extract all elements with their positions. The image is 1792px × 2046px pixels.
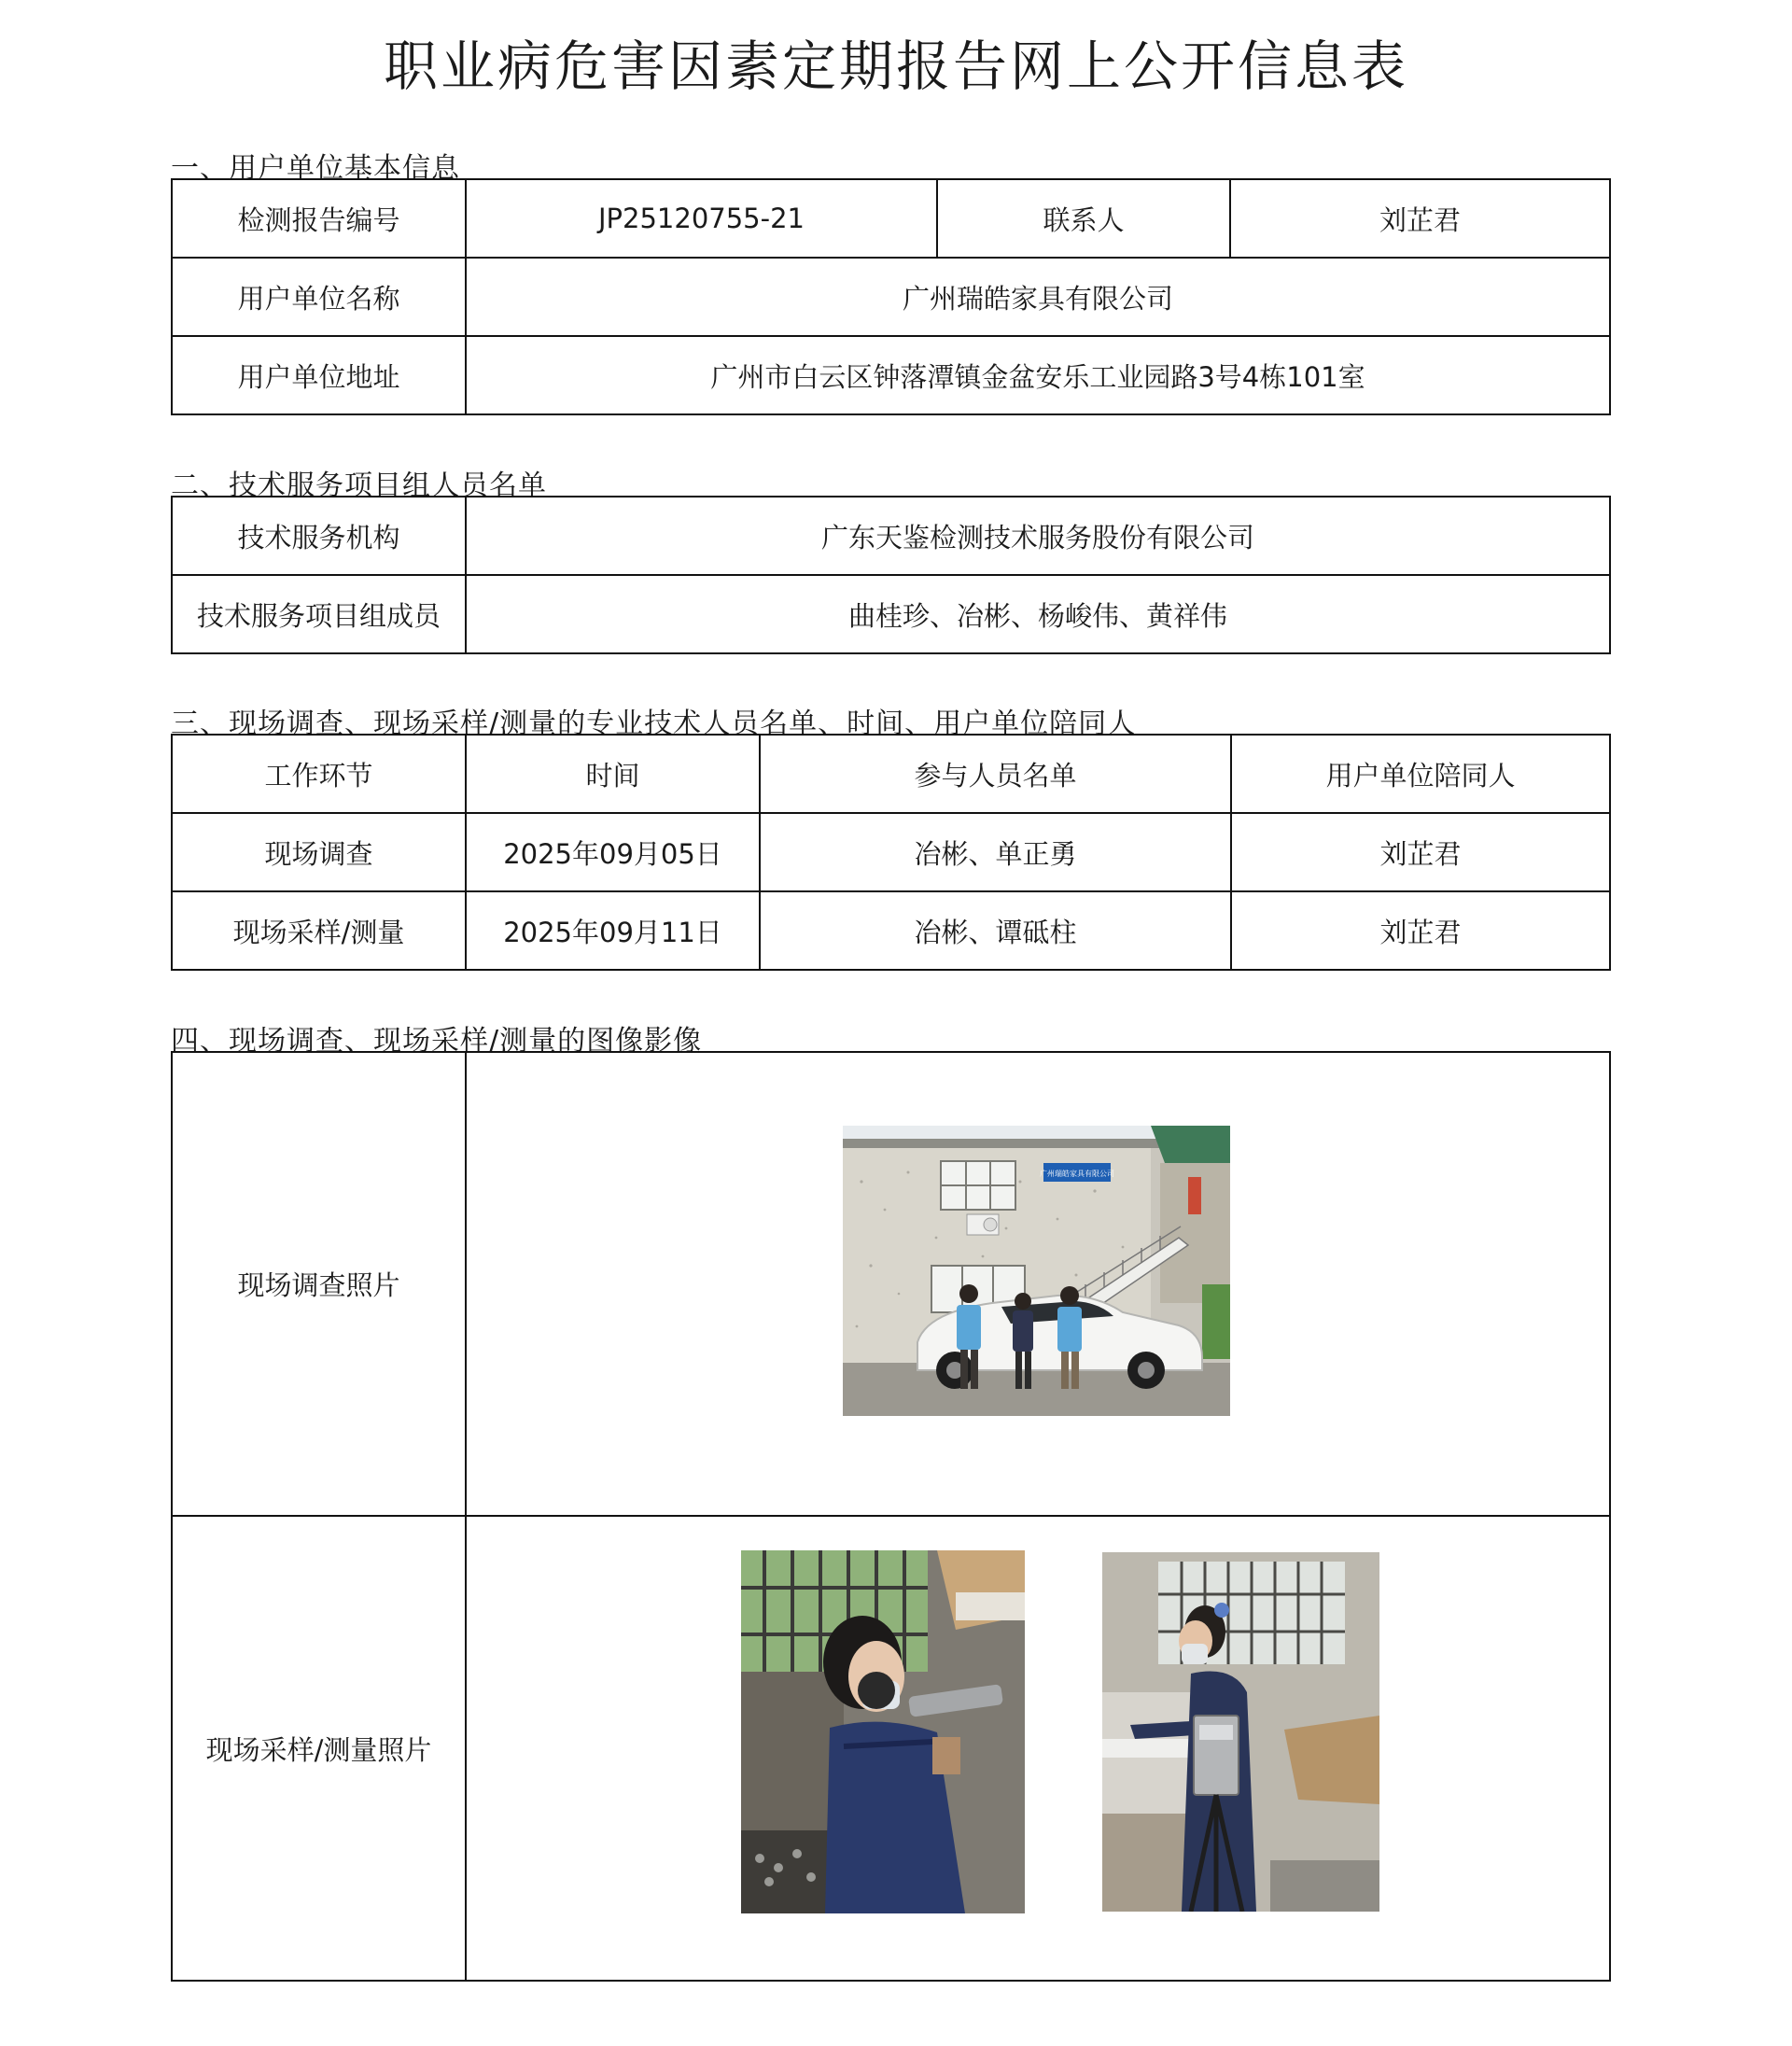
table-cell: 现场调查 (172, 813, 466, 891)
members-label: 技术服务项目组成员 (172, 575, 466, 653)
col-header: 用户单位陪同人 (1231, 735, 1610, 813)
col-header: 参与人员名单 (760, 735, 1231, 813)
members-value: 曲桂珍、冶彬、杨峻伟、黄祥伟 (466, 575, 1610, 653)
table-cell: 刘芷君 (1231, 891, 1610, 970)
section4-heading: 四、现场调查、现场采样/测量的图像影像 (171, 1025, 703, 1058)
col-header: 工作环节 (172, 735, 466, 813)
org-value: 广东天鉴检测技术服务股份有限公司 (466, 497, 1610, 575)
table-cell: 2025年09月11日 (466, 891, 760, 970)
table-cell: 现场采样/测量 (172, 891, 466, 970)
org-label: 技术服务机构 (172, 497, 466, 575)
table-cell: 冶彬、谭砥柱 (760, 891, 1231, 970)
sampling-photo-1 (741, 1550, 1025, 1913)
report-no-value: JP25120755-21 (466, 179, 937, 258)
basic-info-table (171, 178, 1611, 415)
survey-photo-label: 现场调查照片 (172, 1052, 466, 1516)
contact-label: 联系人 (937, 179, 1230, 258)
page-title: 职业病危害因素定期报告网上公开信息表 (383, 35, 1408, 98)
survey-photo (843, 1126, 1230, 1416)
table-header-row (172, 735, 1610, 813)
building-sign: 广州瑞皓家具有限公司 (1040, 1170, 1114, 1178)
section1-heading: 一、用户单位基本信息 (171, 152, 460, 185)
report-no-label: 检测报告编号 (172, 179, 466, 258)
sampling-photo-cell (466, 1516, 1610, 1981)
unit-name-label: 用户单位名称 (172, 258, 466, 336)
table-row (172, 813, 1610, 891)
contact-value: 刘芷君 (1230, 179, 1610, 258)
table-cell: 冶彬、单正勇 (760, 813, 1231, 891)
section2-heading: 二、技术服务项目组人员名单 (171, 469, 547, 502)
team-table (171, 496, 1611, 654)
unit-address-label: 用户单位地址 (172, 336, 466, 414)
unit-name-value: 广州瑞皓家具有限公司 (466, 258, 1610, 336)
unit-address-value: 广州市白云区钟落潭镇金盆安乐工业园路3号4栋101室 (466, 336, 1610, 414)
table-row (172, 891, 1610, 970)
table-cell: 2025年09月05日 (466, 813, 760, 891)
sampling-photo-label: 现场采样/测量照片 (172, 1516, 466, 1981)
sampling-photo-2 (1102, 1552, 1379, 1912)
section3-heading: 三、现场调查、现场采样/测量的专业技术人员名单、时间、用户单位陪同人 (171, 708, 1137, 740)
table-cell: 刘芷君 (1231, 813, 1610, 891)
col-header: 时间 (466, 735, 760, 813)
staff-table (171, 734, 1611, 971)
